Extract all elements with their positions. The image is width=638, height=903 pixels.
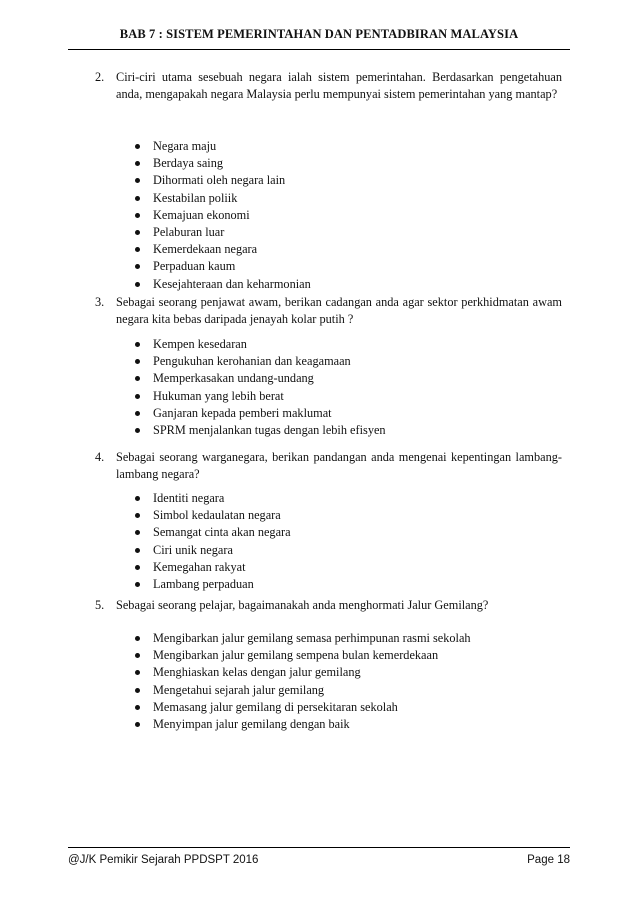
list-item: Pelaburan luar xyxy=(135,224,311,241)
bullet-icon xyxy=(135,582,140,587)
bullet-icon xyxy=(135,178,140,183)
list-item: Simbol kedaulatan negara xyxy=(135,507,291,524)
bullet-icon xyxy=(135,636,140,641)
list-item: Identiti negara xyxy=(135,490,291,507)
bullet-icon xyxy=(135,722,140,727)
bullet-icon xyxy=(135,670,140,675)
list-item: Kesejahteraan dan keharmonian xyxy=(135,276,311,293)
question-number: 2. xyxy=(95,70,105,84)
list-item: Pengukuhan kerohanian dan keagamaan xyxy=(135,353,386,370)
list-item: Menghiaskan kelas dengan jalur gemilang xyxy=(135,664,471,681)
bullet-icon xyxy=(135,196,140,201)
bullet-icon xyxy=(135,653,140,658)
bullet-icon xyxy=(135,342,140,347)
header-divider xyxy=(68,49,570,50)
question-text: Sebagai seorang penjawat awam, berikan cadangan anda agar sektor perkhidmatan awam negara kita bebas daripada jenayah kolar putih ? xyxy=(116,295,562,326)
bullet-icon xyxy=(135,411,140,416)
question-number: 3. xyxy=(95,295,105,309)
question-text: Ciri-ciri utama sesebuah negara ialah sistem pemerintahan. Berdasarkan pengetahuan anda, mengapakah negara Malaysia perlu mempunyai sistem pemerintahan yang mantap? xyxy=(116,70,562,101)
bullet-icon xyxy=(135,230,140,235)
bullet-icon xyxy=(135,144,140,149)
bullet-icon xyxy=(135,247,140,252)
list-item: Berdaya saing xyxy=(135,155,311,172)
question-5 xyxy=(95,597,562,614)
page-number: Page 18 xyxy=(527,854,570,866)
answer-list-5 xyxy=(135,630,471,733)
question-3 xyxy=(95,294,562,328)
list-item: Dihormati oleh negara lain xyxy=(135,172,311,189)
list-item: Hukuman yang lebih berat xyxy=(135,388,386,405)
bullet-icon xyxy=(135,530,140,535)
bullet-icon xyxy=(135,705,140,710)
bullet-icon xyxy=(135,394,140,399)
answer-list-3 xyxy=(135,336,386,439)
bullet-icon xyxy=(135,376,140,381)
list-item: Memasang jalur gemilang di persekitaran sekolah xyxy=(135,699,471,716)
list-item: Kestabilan poliik xyxy=(135,190,311,207)
list-item: Ganjaran kepada pemberi maklumat xyxy=(135,405,386,422)
footer-divider xyxy=(68,847,570,848)
bullet-icon xyxy=(135,548,140,553)
page-header: BAB 7 : SISTEM PEMERINTAHAN DAN PENTADBIRAN MALAYSIA xyxy=(119,27,519,41)
bullet-icon xyxy=(135,359,140,364)
list-item: Kemerdekaan negara xyxy=(135,241,311,258)
list-item: Kemegahan rakyat xyxy=(135,559,291,576)
question-number: 5. xyxy=(95,598,105,612)
list-item: SPRM menjalankan tugas dengan lebih efisyen xyxy=(135,422,386,439)
question-2 xyxy=(95,69,562,103)
bullet-icon xyxy=(135,282,140,287)
list-item: Perpaduan kaum xyxy=(135,258,311,275)
list-item: Mengetahui sejarah jalur gemilang xyxy=(135,682,471,699)
list-item: Ciri unik negara xyxy=(135,542,291,559)
bullet-icon xyxy=(135,496,140,501)
answer-list-4 xyxy=(135,490,291,593)
bullet-icon xyxy=(135,565,140,570)
question-text: Sebagai seorang warganegara, berikan pandangan anda mengenai kepentingan lambang-lambang negara? xyxy=(116,450,562,481)
question-text: Sebagai seorang pelajar, bagaimanakah anda menghormati Jalur Gemilang? xyxy=(116,598,489,612)
question-4 xyxy=(95,449,562,483)
answer-list-2 xyxy=(135,138,311,293)
list-item: Memperkasakan undang-undang xyxy=(135,370,386,387)
list-item: Kempen kesedaran xyxy=(135,336,386,353)
question-number: 4. xyxy=(95,450,105,464)
bullet-icon xyxy=(135,688,140,693)
bullet-icon xyxy=(135,213,140,218)
bullet-icon xyxy=(135,428,140,433)
footer-source: @J/K Pemikir Sejarah PPDSPT 2016 xyxy=(68,854,259,866)
bullet-icon xyxy=(135,264,140,269)
list-item: Mengibarkan jalur gemilang sempena bulan kemerdekaan xyxy=(135,647,471,664)
bullet-icon xyxy=(135,161,140,166)
list-item: Kemajuan ekonomi xyxy=(135,207,311,224)
list-item: Lambang perpaduan xyxy=(135,576,291,593)
bullet-icon xyxy=(135,513,140,518)
list-item: Semangat cinta akan negara xyxy=(135,524,291,541)
list-item: Mengibarkan jalur gemilang semasa perhimpunan rasmi sekolah xyxy=(135,630,471,647)
list-item: Negara maju xyxy=(135,138,311,155)
list-item: Menyimpan jalur gemilang dengan baik xyxy=(135,716,471,733)
